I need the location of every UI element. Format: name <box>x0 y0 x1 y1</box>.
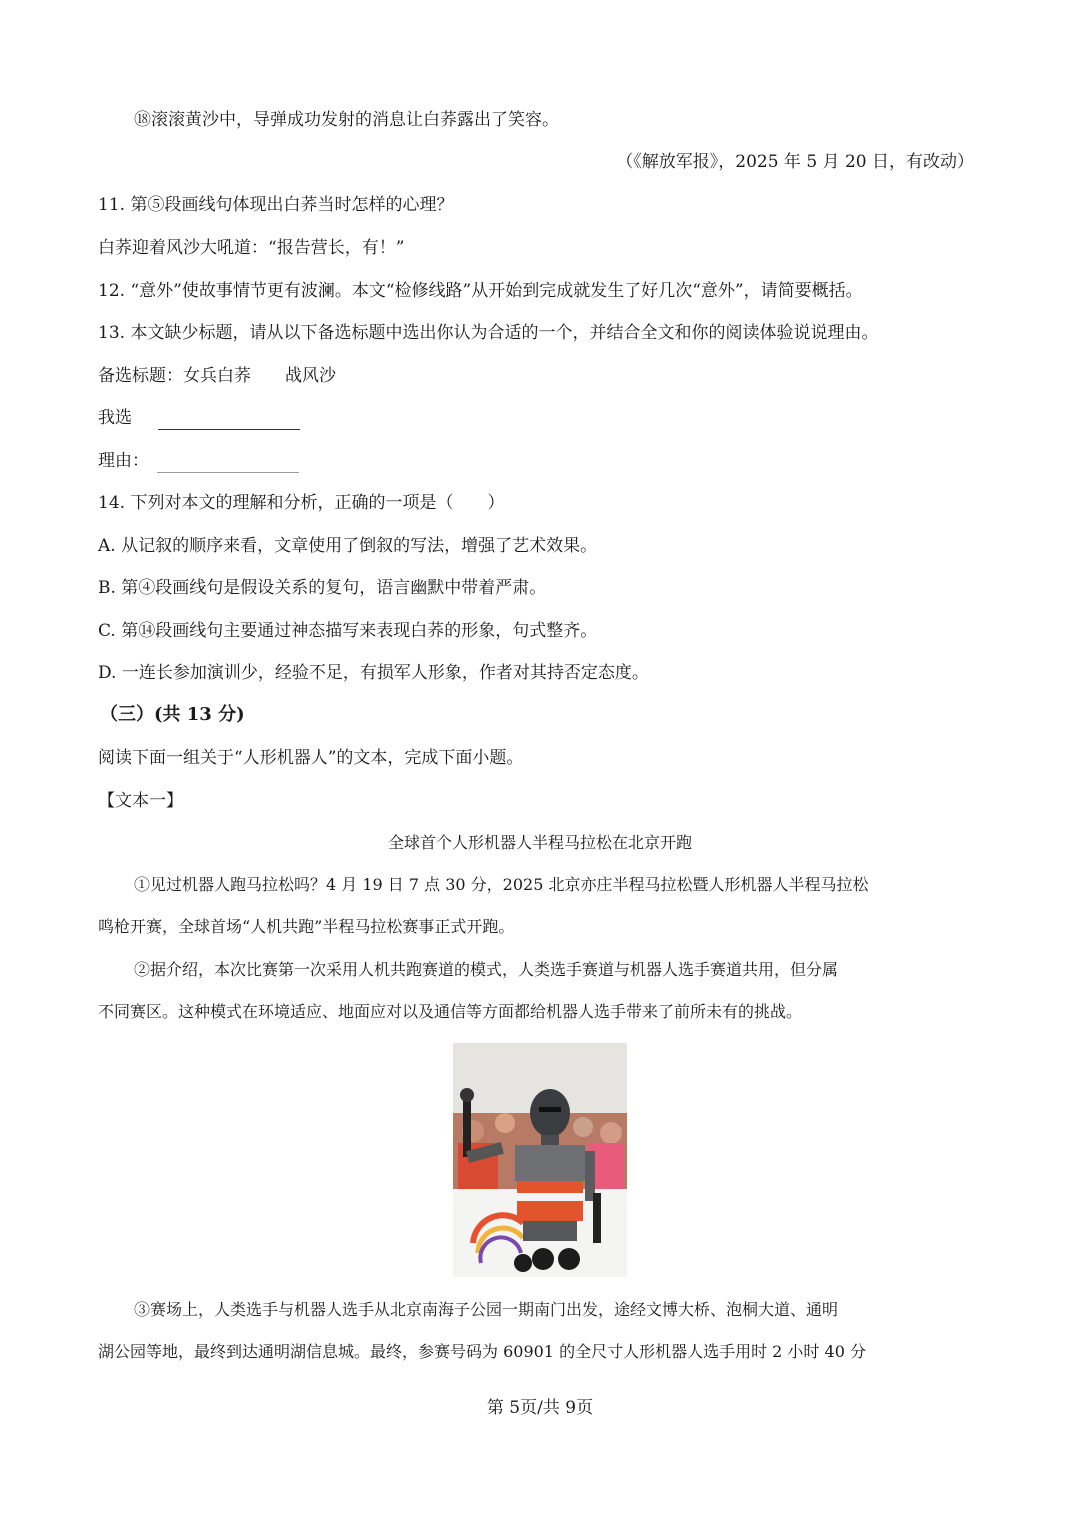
page-number: 第 5页/共 9页 <box>486 1398 594 1418</box>
article-p3-line2: 湖公园等地，最终到达通明湖信息城。最终，参赛号码为 60901 的全尺寸人形机器人选手用时 2 小时 40 分 <box>98 1342 866 1361</box>
article-title: 全球首个人形机器人半程马拉松在北京开跑 <box>387 833 692 852</box>
article-p2-line2: 不同赛区。这种模式在环境适应、地面应对以及通信等方面都给机器人选手带来了前所未有的挑战。 <box>98 1002 803 1021</box>
question-11: 11. 第⑤段画线句体现出白荞当时怎样的心理？ <box>98 195 454 215</box>
article-p1-line2: 鸣枪开赛，全球首场“人机共跑”半程马拉松赛事正式开跑。 <box>98 917 515 936</box>
choose-blank[interactable] <box>158 428 300 430</box>
question-14: 14. 下列对本文的理解和分析，正确的一项是（ ） <box>98 493 505 513</box>
question-13: 13. 本文缺少标题，请从以下备选标题中选出你认为合适的一个，并结合全文和你的阅读体验说说理由。 <box>98 323 879 343</box>
paragraph-18: ⑱滚滚黄沙中，导弹成功发射的消息让白荞露出了笑容。 <box>134 110 559 130</box>
reason-blank[interactable] <box>157 471 299 473</box>
option-a: A. 从记叙的顺序来看，文章使用了倒叙的写法，增强了艺术效果。 <box>98 536 598 556</box>
section-3-heading: （三）(共 13 分) <box>100 704 245 725</box>
question-12: 12. “意外”使故事情节更有波澜。本文“检修线路”从开始到完成就发生了好几次“意外”，请简要概括。 <box>98 281 863 301</box>
article-p1-line1: ①见过机器人跑马拉松吗？4 月 19 日 7 点 30 分，2025 北京亦庄半程马拉松暨人形机器人半程马拉松 <box>134 875 869 894</box>
robot-marathon-photo <box>453 1043 627 1277</box>
article-p3-line1: ③赛场上，人类选手与机器人选手从北京南海子公园一期南门出发，途经文博大桥、泡桐大道、通明 <box>134 1300 839 1319</box>
section-intro: 阅读下面一组关于“人形机器人”的文本，完成下面小题。 <box>98 748 524 768</box>
choose-row <box>98 406 982 430</box>
option-b: B. 第④段画线句是假设关系的复句，语言幽默中带着严肃。 <box>98 578 547 598</box>
reason-row <box>98 449 982 473</box>
text-1-label: 【文本一】 <box>98 791 183 811</box>
option-d: D. 一连长参加演训少，经验不足，有损军人形象，作者对其持否定态度。 <box>98 663 649 683</box>
reason-label: 理由： <box>98 451 149 471</box>
article-p2-line1: ②据介绍，本次比赛第一次采用人机共跑赛道的模式，人类选手赛道与机器人选手赛道共用，但分属 <box>134 960 839 979</box>
choose-label: 我选 <box>98 408 132 428</box>
source-citation: （《解放军报》，2025 年 5 月 20 日，有改动） <box>616 152 974 172</box>
option-c: C. 第⑭段画线句主要通过神态描写来表现白荞的形象，句式整齐。 <box>98 621 598 641</box>
question-11-quote: 白荞迎着风沙大吼道：“报告营长，有！” <box>98 238 405 258</box>
question-13-options: 备选标题：女兵白荞 战风沙 <box>98 366 336 386</box>
